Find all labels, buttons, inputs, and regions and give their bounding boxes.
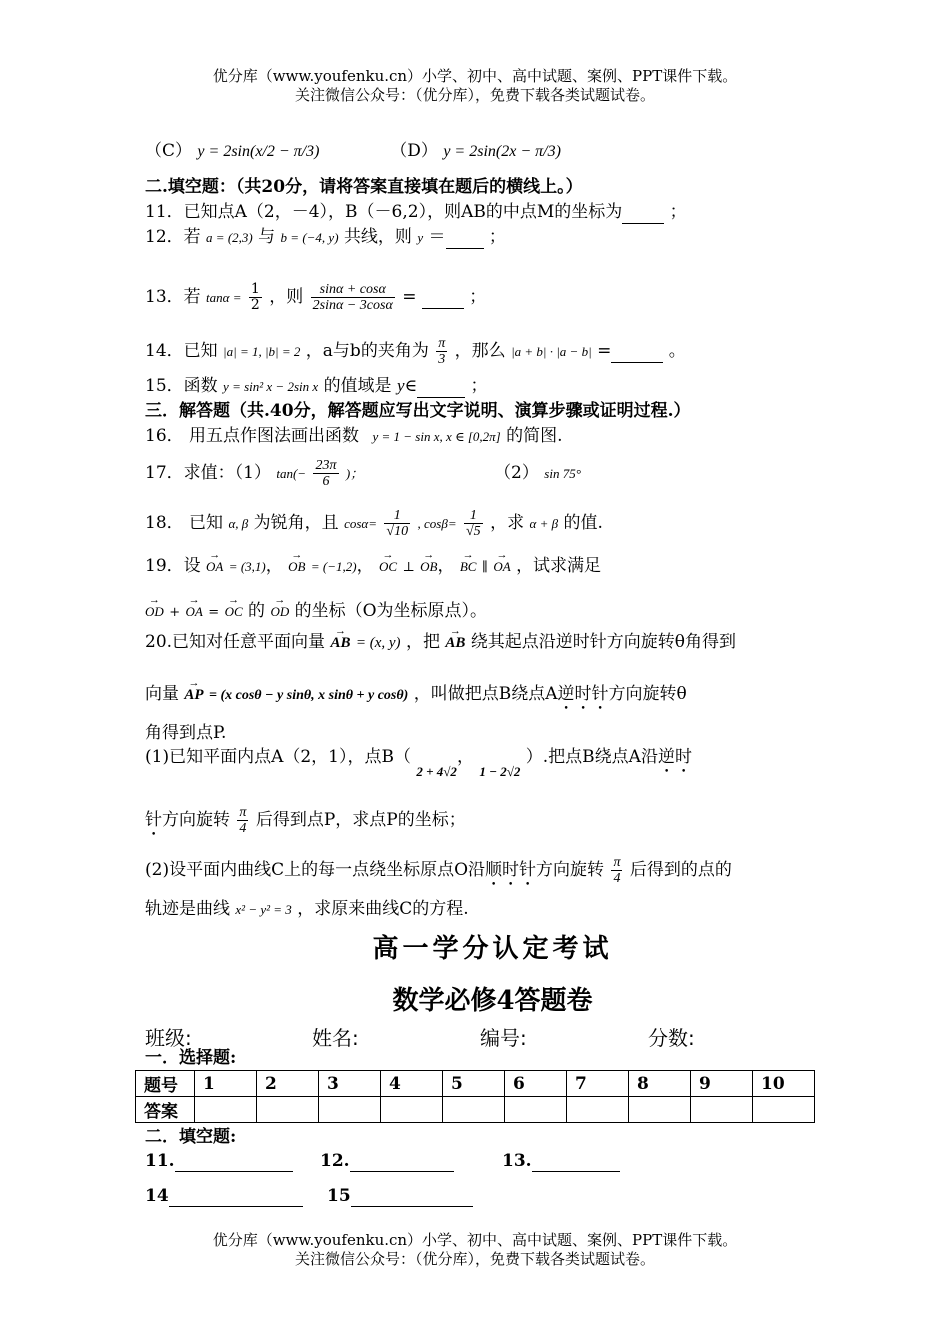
denominator: √5 <box>466 524 481 539</box>
header-line-2: 关注微信公众号：（优分库），免费下载各类试题试卷。 <box>294 86 655 104</box>
q20-text: 方向旋转 <box>536 860 605 880</box>
denominator: 3 <box>438 352 446 367</box>
question-16 <box>145 425 563 448</box>
fill-label: 14 <box>145 1186 169 1206</box>
footer-line-1: 优分库（www.youfenku.cn）小学、初中、高中试题、案例、PPT课件下载。 <box>212 1231 738 1249</box>
option-d-formula: y = 2sin(2x − π/3) <box>443 143 561 160</box>
q20-text: (1)已知平面内点A（2，1），点B（ <box>145 747 411 767</box>
question-20-line-2 <box>145 683 687 714</box>
table-row <box>136 1097 815 1123</box>
question-number: 9 <box>691 1071 753 1097</box>
vector-oa: → OA <box>493 556 510 578</box>
q20-text: (2)设平面内曲线C上的每一点绕坐标原点O沿 <box>145 860 486 880</box>
answer-cell[interactable] <box>443 1097 505 1123</box>
answer-blank <box>611 340 663 363</box>
q20-emphasis: 顺时针 <box>485 860 537 880</box>
row-label: 答案 <box>136 1097 195 1123</box>
fill-11 <box>145 1151 293 1172</box>
function-expr: y = sin² x − 2sin x <box>223 379 319 394</box>
answer-blank <box>422 286 464 309</box>
fraction-pi-four <box>237 805 248 836</box>
option-d-label: （D） <box>390 141 438 161</box>
question-number: 7 <box>567 1071 629 1097</box>
function-expr: y = 1 − sin x, x ∈ [0,2π] <box>372 429 501 444</box>
question-12: 12．若 a = (2,3) 与 b = (−4, y) 共线，则 y ＝ ； <box>145 227 506 247</box>
vector-ap-value: = (x cosθ − y sinθ, x sinθ + y cosθ) <box>208 688 409 703</box>
q20-text: ，叫做把点B绕点A <box>413 684 558 704</box>
answer-blank[interactable] <box>351 1186 473 1207</box>
fraction-1-sqrt5 <box>464 508 483 539</box>
vector-ab-value: = (x, y) <box>355 635 401 651</box>
sheet-subtitle: 数学必修4答题卷 <box>392 986 593 1016</box>
q20-text: ，求原来曲线C的方程. <box>297 899 469 919</box>
point-b-x: 2 + 4√2 <box>416 764 457 779</box>
answer-blank[interactable] <box>169 1186 303 1207</box>
fill-label: 15 <box>327 1186 351 1206</box>
answer-blank <box>622 201 664 224</box>
q20-text: ，把 <box>405 632 440 652</box>
vector-oc: → OC <box>225 601 243 623</box>
denominator: 2sinα − 3cosα <box>312 298 393 313</box>
sheet-title: 高一学分认定考试 <box>372 934 613 964</box>
cos-beta: , cosβ= <box>417 516 457 531</box>
question-number: 3 <box>319 1071 381 1097</box>
question-number: 5 <box>443 1071 505 1097</box>
fill-15 <box>327 1186 473 1207</box>
option-c-formula: y = 2sin(x/2 − π/3) <box>197 143 320 160</box>
answer-blank <box>417 375 465 398</box>
vector-oa: → OA <box>186 601 203 623</box>
answer-cell[interactable] <box>629 1097 691 1123</box>
alpha-beta: α, β <box>228 516 249 531</box>
q20-text: 绕其起点沿逆时针方向旋转θ角得到 <box>470 632 737 652</box>
question-11-text: 11．已知点A（2，－4），B（－6,2），则AB的中点M的坐标为 <box>145 202 623 222</box>
numerator: 1 <box>464 508 483 524</box>
question-number: 4 <box>381 1071 443 1097</box>
answer-cell[interactable] <box>567 1097 629 1123</box>
question-18-ask: ，求 <box>490 513 525 533</box>
fill-label: 13. <box>502 1151 532 1171</box>
vector-b: b = (−4, y) <box>280 230 339 245</box>
fill-heading: 二．填空题: <box>145 1127 237 1147</box>
section-2-heading: 二.填空题：（共20分，请将答案直接填在题后的横线上。） <box>145 177 583 197</box>
header-line-1: 优分库（www.youfenku.cn）小学、初中、高中试题、案例、PPT课件下载。 <box>212 67 738 85</box>
equals: = <box>402 287 417 307</box>
vector-norms: |a| = 1, |b| = 2 <box>223 344 301 359</box>
question-number: 2 <box>257 1071 319 1097</box>
question-16-suffix: 的简图. <box>506 426 563 446</box>
table-row <box>136 1071 815 1097</box>
question-19-line-1: 19．设 → OA = (3,1)， → OB = (−1,2)， → OC ⊥ → OB， → BC ∥ → OA ，试求满足 <box>145 555 601 579</box>
question-15-mid: 的值域是 <box>323 376 392 396</box>
particle-de: 的 <box>248 601 266 621</box>
denominator: √10 <box>386 524 409 539</box>
fill-label: 12. <box>320 1151 350 1171</box>
question-17 <box>145 458 581 489</box>
tan-close: )； <box>345 466 364 481</box>
norm-product: |a + b| · |a − b| <box>511 344 592 359</box>
fill-13 <box>502 1151 620 1172</box>
answer-blank[interactable] <box>350 1151 454 1172</box>
answer-cell[interactable] <box>195 1097 257 1123</box>
q20-emphasis: 逆时针 <box>557 684 609 704</box>
fill-14 <box>145 1186 303 1207</box>
answer-blank <box>446 226 484 249</box>
point-b-y: 1 − 2√2 <box>479 764 521 779</box>
question-19-end: 的坐标（O为坐标原点）。 <box>294 601 488 621</box>
vector-ab: → AB <box>330 632 350 654</box>
question-12-with: 与 <box>258 227 276 247</box>
question-20-part-2 <box>145 855 732 890</box>
answer-cell[interactable] <box>381 1097 443 1123</box>
question-20-part-1-cont <box>145 805 466 840</box>
numerator: π <box>438 336 446 351</box>
q20-text: 方向旋转θ <box>608 684 687 704</box>
vector-ob: → OB <box>288 556 305 578</box>
equals: ＝ <box>428 227 446 247</box>
question-20-line-3: 角得到点P. <box>145 723 227 743</box>
question-18-mid: 为锐角，且 <box>253 513 339 533</box>
question-number: 1 <box>195 1071 257 1097</box>
question-19-suffix: ，试求满足 <box>516 556 602 576</box>
numerator: 23π <box>315 458 337 473</box>
q20-emphasis: 针 <box>145 810 162 830</box>
question-18 <box>145 508 603 539</box>
option-c-label: （C） <box>145 141 193 161</box>
question-number: 6 <box>505 1071 567 1097</box>
fill-label: 11. <box>145 1151 175 1171</box>
tan-alpha: tanα = <box>206 290 242 305</box>
question-number: 8 <box>629 1071 691 1097</box>
question-16-prefix: 16． 用五点作图法画出函数 <box>145 426 360 446</box>
numerator: 1 <box>384 508 410 524</box>
q20-text: 轨迹是曲线 <box>145 899 230 919</box>
denominator: 4 <box>613 871 621 886</box>
question-15-prefix: 15．函数 <box>145 376 218 396</box>
question-14-mid: ，a与b的夹角为 <box>305 341 429 361</box>
answer-blank[interactable] <box>532 1151 620 1172</box>
y-in: y∈ <box>396 376 418 395</box>
equals: = <box>597 341 612 361</box>
numerator: π <box>613 855 621 870</box>
part-2-label: （2） <box>494 463 539 483</box>
denominator: 6 <box>322 474 330 489</box>
question-17-prefix: 17．求值：（1） <box>145 463 271 483</box>
question-13-mid: ，则 <box>269 287 304 307</box>
score-label: 分数: <box>648 1026 695 1050</box>
period: 。 <box>668 341 686 361</box>
answer-cell[interactable] <box>319 1097 381 1123</box>
vector-ob-value: = (−1,2) <box>310 559 357 574</box>
alpha-plus-beta: α + β <box>529 516 559 531</box>
question-20-part-2-cont <box>145 898 469 921</box>
answer-table <box>135 1070 815 1123</box>
vector-oa: → OA <box>206 556 223 578</box>
question-number: 10 <box>753 1071 815 1097</box>
fraction-one-half <box>249 282 262 313</box>
equals: = <box>208 605 220 620</box>
question-20-part-1: (1)已知平面内点A（2，1），点B（ $_{2 + 4√2}$， $_{1 - 2√2}$ ）.把点B绕点A沿逆时 <box>145 747 692 779</box>
answer-blank[interactable] <box>175 1151 293 1172</box>
question-15: 15．函数 y = sin² x − 2sin x 的值域是 y∈ ； <box>145 376 488 396</box>
question-14-then: ，那么 <box>454 341 506 361</box>
option-c-d <box>145 140 561 163</box>
fraction-ratio <box>311 282 395 313</box>
fraction-pi-third <box>436 336 447 367</box>
vector-ap: → AP <box>184 684 203 706</box>
q20-text: 后得到点P，求点P的坐标； <box>255 810 466 830</box>
tan-open: tan(− <box>276 466 307 481</box>
vector-od: → OD <box>270 601 289 623</box>
q20-emphasis: 逆时 <box>657 747 692 767</box>
answer-cell[interactable] <box>257 1097 319 1123</box>
fraction-23pi-6 <box>313 458 338 489</box>
question-12-suffix: 共线，则 <box>343 227 412 247</box>
var-y: y <box>417 230 424 245</box>
question-19-line-2 <box>145 600 487 624</box>
section-3-heading: 三．解答题（共.40分，解答题应写出文字说明、演算步骤或证明过程.） <box>145 401 691 421</box>
vector-ab: → AB <box>445 632 465 654</box>
vector-a: a = (2,3) <box>206 230 253 245</box>
vector-od: → OD <box>145 601 164 623</box>
q20-text: 向量 <box>145 684 179 704</box>
question-11: 11．已知点A（2，－4），B（－6,2），则AB的中点M的坐标为 ； <box>145 202 687 222</box>
vector-oa-value: = (3,1) <box>228 559 266 574</box>
q20-text: 20.已知对任意平面向量 <box>145 632 326 652</box>
question-14-prefix: 14．已知 <box>145 341 218 361</box>
question-19-prefix: 19．设 <box>145 556 201 576</box>
sin-75: sin 75° <box>544 466 581 481</box>
number-label: 编号: <box>480 1026 527 1050</box>
fill-12 <box>320 1151 454 1172</box>
question-20-line-1 <box>145 631 736 654</box>
denominator: 4 <box>239 821 247 836</box>
row-label: 题号 <box>136 1071 195 1097</box>
vector-oc: → OC <box>379 556 397 578</box>
numerator: 1 <box>250 281 260 297</box>
cos-alpha: cosα= <box>344 516 378 531</box>
fraction-pi-four <box>611 855 622 886</box>
answer-cell[interactable] <box>753 1097 815 1123</box>
footer-line-2: 关注微信公众号：（优分库），免费下载各类试题试卷。 <box>294 1250 655 1268</box>
question-14 <box>145 336 686 367</box>
answer-cell[interactable] <box>505 1097 567 1123</box>
parallel-symbol: ∥ <box>481 560 488 575</box>
fraction-1-sqrt10 <box>384 508 410 539</box>
answer-cell[interactable] <box>691 1097 753 1123</box>
perp-symbol: ⊥ <box>402 560 415 575</box>
q20-text: 后得到的点的 <box>629 860 732 880</box>
q20-text: 方向旋转 <box>162 810 230 830</box>
q20-text: ）.把点B绕点A沿 <box>525 747 658 767</box>
plus: + <box>169 605 181 620</box>
name-label: 姓名: <box>312 1026 359 1050</box>
vector-bc: → BC <box>460 556 477 578</box>
choice-heading: 一．选择题: <box>145 1048 237 1068</box>
question-18-end: 的值. <box>563 513 603 533</box>
numerator: π <box>239 805 247 820</box>
curve-equation: x² − y² = 3 <box>235 902 292 917</box>
class-label: 班级: <box>145 1026 192 1050</box>
question-13: 13．若 tanα = $\frac{1}{2}$ ，则 $\frac{\sin\alpha + \cos\alpha}{2\sin\alpha - 3\cos\alpha}$ = ； <box>145 281 487 313</box>
question-18-prefix: 18． 已知 <box>145 513 224 533</box>
numerator: sinα + cosα <box>311 282 395 298</box>
denominator: 2 <box>250 297 260 313</box>
question-12-prefix: 12．若 <box>145 227 201 247</box>
question-13-prefix: 13．若 <box>145 287 201 307</box>
vector-ob: → OB <box>420 556 437 578</box>
